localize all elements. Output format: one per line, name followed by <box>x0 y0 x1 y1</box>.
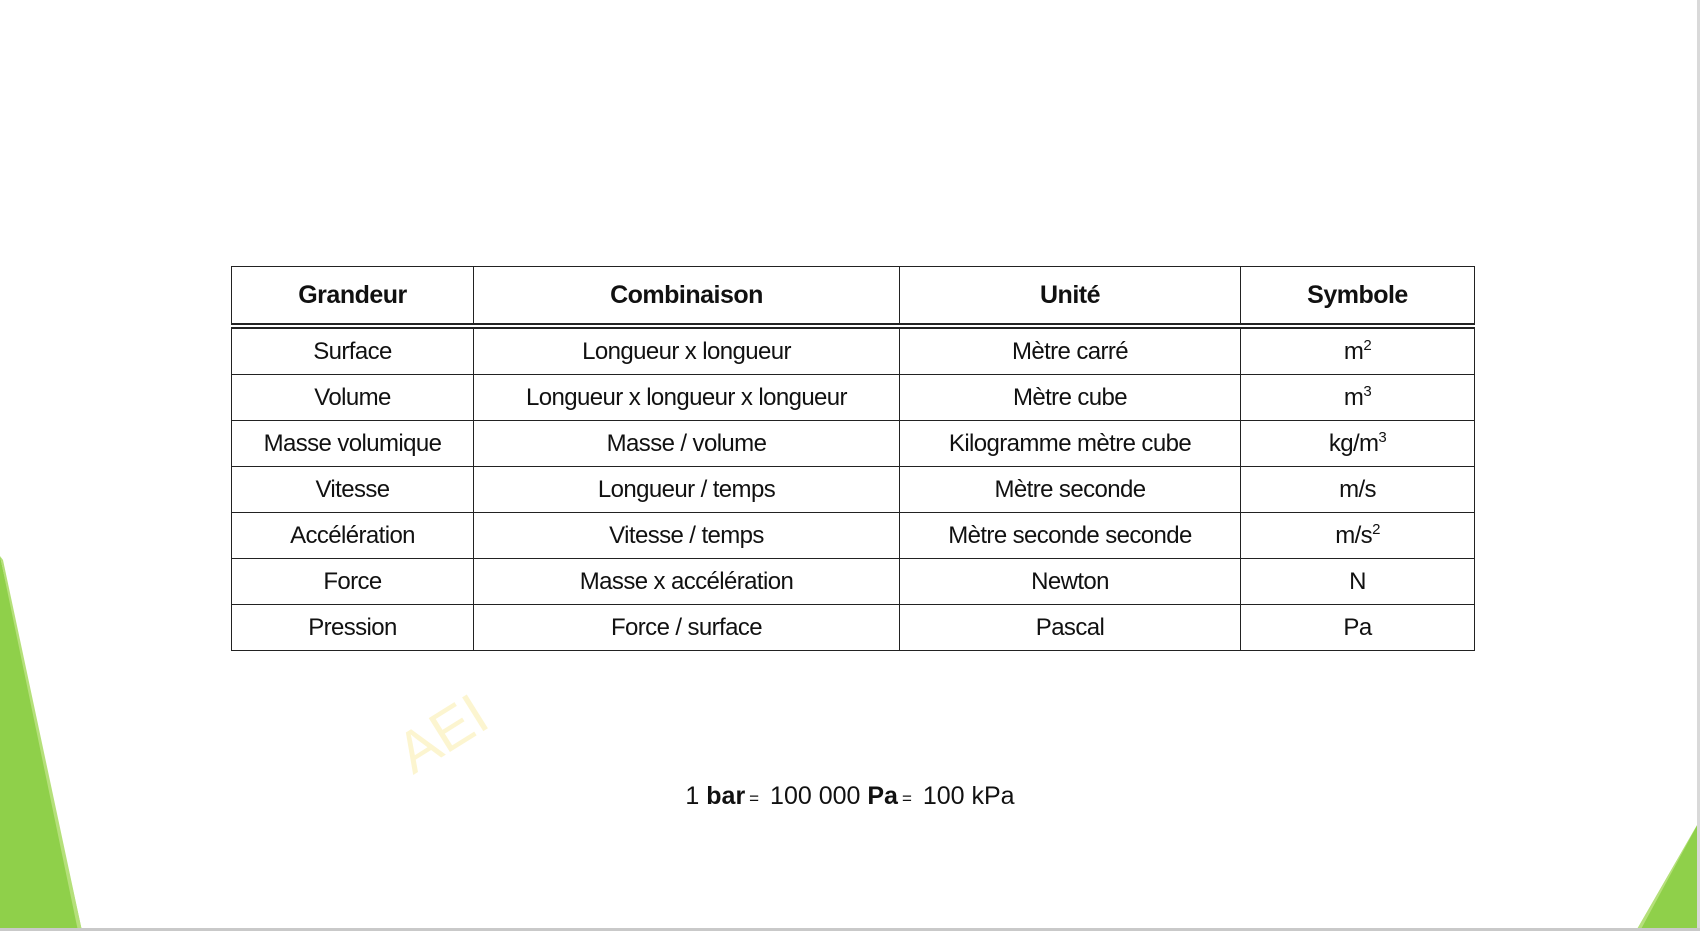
cell-grandeur: Volume <box>232 375 474 421</box>
symbol-base: m <box>1343 384 1364 411</box>
right-green-triangle <box>1636 820 1700 931</box>
table-row <box>232 375 1475 421</box>
cell-grandeur: Masse volumique <box>232 421 474 467</box>
table-row <box>232 559 1475 605</box>
cell-combinaison: Longueur / temps <box>474 467 900 513</box>
table-row <box>232 421 1475 467</box>
cell-unite: Mètre carré <box>900 326 1241 375</box>
formula-part: 100 kPa <box>915 782 1015 810</box>
cell-grandeur: Pression <box>232 605 474 651</box>
cell-unite: Mètre cube <box>900 375 1241 421</box>
formula-bar: bar <box>706 782 746 810</box>
symbol-exponent: 2 <box>1363 337 1372 354</box>
header-symbole: Symbole <box>1241 267 1475 327</box>
table-row <box>232 467 1475 513</box>
symbol-base: m <box>1343 338 1364 365</box>
cell-symbole <box>1241 605 1475 651</box>
cell-unite: Newton <box>900 559 1241 605</box>
symbol-exponent: 2 <box>1372 521 1380 538</box>
left-green-triangle <box>0 556 82 931</box>
header-combinaison: Combinaison <box>474 267 900 327</box>
left-light-triangle <box>0 556 82 931</box>
cell-grandeur: Vitesse <box>232 467 474 513</box>
units-table <box>231 266 1475 651</box>
header-unite: Unité <box>900 267 1241 327</box>
cell-grandeur: Surface <box>232 326 474 375</box>
cell-unite: Kilogramme mètre cube <box>900 421 1241 467</box>
cell-combinaison: Masse x accélération <box>474 559 900 605</box>
cell-symbole <box>1241 375 1475 421</box>
formula-equals: = <box>901 789 912 808</box>
cell-symbole <box>1241 467 1475 513</box>
cell-symbole <box>1241 559 1475 605</box>
table-header-row <box>232 267 1475 327</box>
cell-unite: Mètre seconde <box>900 467 1241 513</box>
cell-grandeur: Force <box>232 559 474 605</box>
symbol-exponent: 3 <box>1363 383 1372 400</box>
pressure-conversion-formula <box>0 782 1700 811</box>
cell-unite: Mètre seconde seconde <box>900 513 1241 559</box>
table-row <box>232 326 1475 375</box>
formula-pa: Pa <box>867 782 898 810</box>
table-row <box>232 605 1475 651</box>
cell-combinaison: Vitesse / temps <box>474 513 900 559</box>
header-grandeur: Grandeur <box>232 267 474 327</box>
symbol-base: kg/m <box>1328 430 1379 457</box>
cell-symbole <box>1241 513 1475 559</box>
right-light-triangle <box>1636 820 1700 931</box>
symbol-exponent: 3 <box>1378 429 1387 446</box>
symbol-base: N <box>1349 568 1366 595</box>
formula-equals: = <box>749 789 760 808</box>
cell-symbole <box>1241 421 1475 467</box>
watermark: AEI <box>385 681 500 786</box>
cell-combinaison: Masse / volume <box>474 421 900 467</box>
table-row <box>232 513 1475 559</box>
cell-combinaison: Force / surface <box>474 605 900 651</box>
formula-part: 1 <box>685 782 707 810</box>
symbol-base: m/s <box>1335 522 1373 549</box>
cell-unite: Pascal <box>900 605 1241 651</box>
cell-combinaison: Longueur x longueur x longueur <box>474 375 900 421</box>
cell-grandeur: Accélération <box>232 513 474 559</box>
formula-part: 100 000 <box>763 782 868 810</box>
symbol-base: Pa <box>1343 614 1372 641</box>
cell-combinaison: Longueur x longueur <box>474 326 900 375</box>
cell-symbole <box>1241 326 1475 375</box>
symbol-base: m/s <box>1339 476 1376 503</box>
